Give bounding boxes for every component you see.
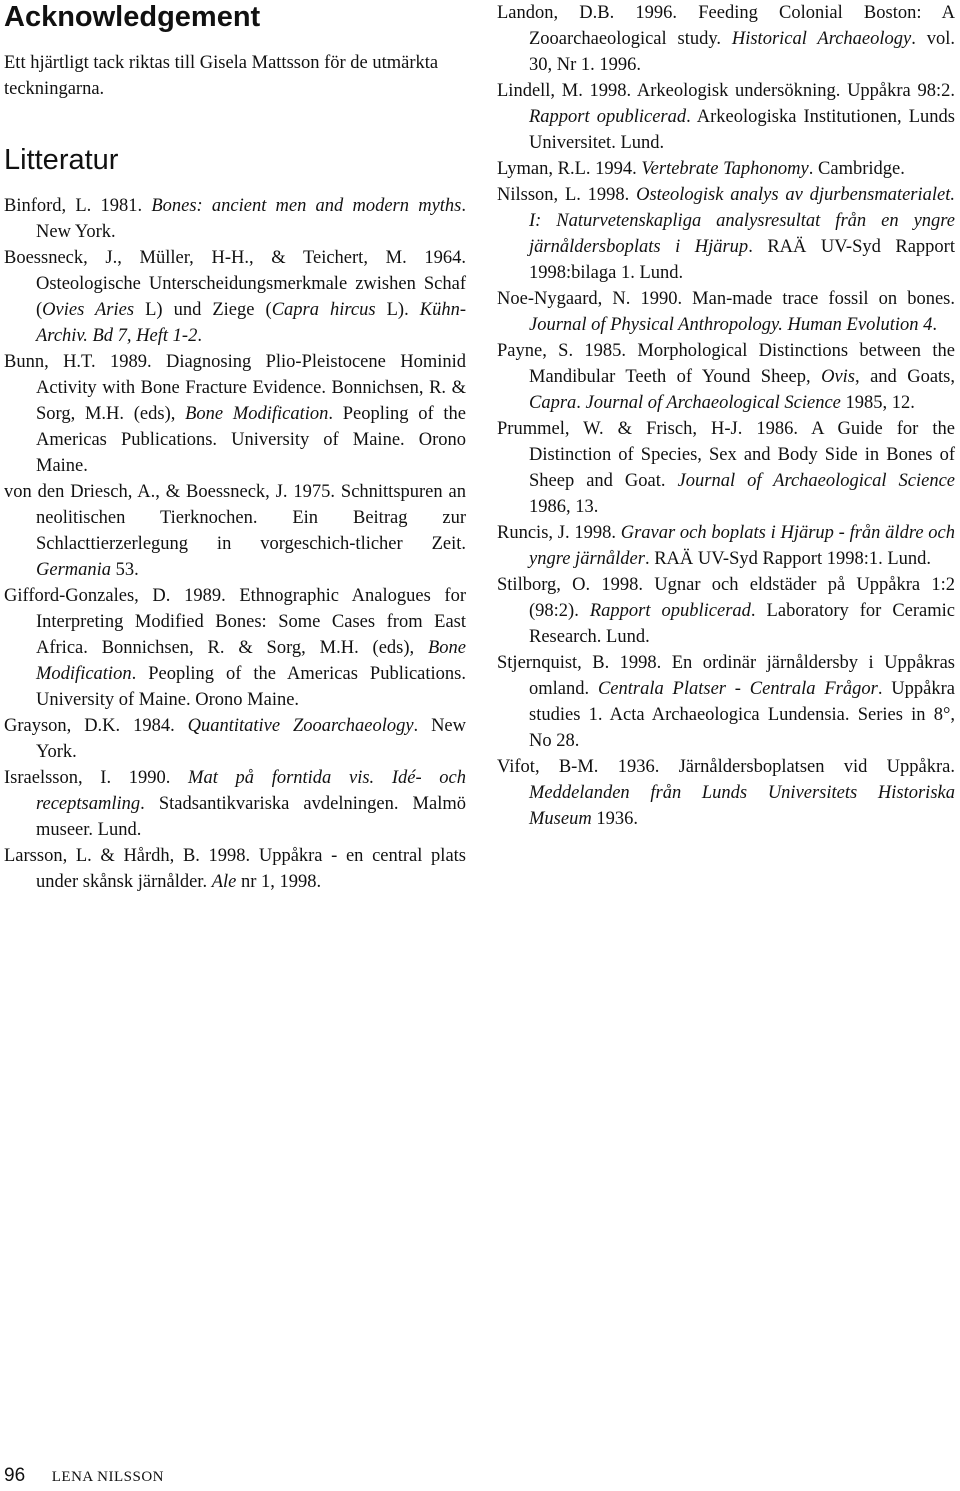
- reference-text: Stjernquist, B. 1998. En ordinär järnåldersby i Uppåkras omland.: [497, 653, 955, 699]
- reference-text: Bunn, H.T. 1989. Diagnosing Plio-Pleistocene Hominid Activity with Bone Fracture Evidence. Bonnichsen, R. & Sorg, M.H. (eds),: [4, 352, 466, 424]
- reference-text: .: [197, 326, 202, 346]
- reference-text: L) und Ziege (: [134, 300, 272, 320]
- reference-text: . RAÄ UV-Syd Rapport 1998:bilaga 1. Lund.: [529, 237, 955, 283]
- reference-title: Journal of Archaeological Science: [677, 471, 955, 491]
- reference-text: Grayson, D.K. 1984.: [4, 716, 188, 736]
- reference-title: Mat på forntida vis. Idé- och receptsamling: [36, 768, 466, 814]
- reference-title: Kühn-Archiv. Bd 7, Heft 1-2: [36, 300, 466, 346]
- reference-title: Rapport opublicerad: [529, 107, 687, 127]
- reference-title: Meddelanden från Lunds Universitets Historiska Museum: [529, 783, 955, 829]
- reference-title: Centrala Platser - Centrala Frågor: [597, 679, 878, 699]
- reference-text: . Cambridge.: [808, 159, 905, 179]
- reference-entry: [4, 245, 466, 349]
- reference-text: Gifford-Gonzales, D. 1989. Ethnographic Analogues for Interpreting Modified Bones: Some Cases from East Africa. Bonnichsen, R. & Sorg, M.H. (eds),: [4, 586, 466, 658]
- reference-text: . vol. 30, Nr 1. 1996.: [529, 29, 955, 75]
- reference-text: Noe-Nygaard, N. 1990. Man-made trace fossil on bones.: [497, 289, 955, 309]
- reference-title: Bone Modification: [185, 404, 329, 424]
- reference-title: Historical Archaeology: [731, 29, 912, 49]
- reference-text: nr 1, 1998.: [236, 872, 322, 892]
- reference-text: 53.: [111, 560, 139, 580]
- reference-entry: [497, 572, 955, 650]
- reference-text: Binford, L. 1981.: [4, 196, 152, 216]
- reference-entry: [497, 754, 955, 832]
- reference-text: Nilsson, L. 1998.: [497, 185, 637, 205]
- reference-text: . Stadsantikvariska avdelningen. Malmö museer. Lund.: [36, 794, 466, 840]
- reference-entry: [4, 349, 466, 479]
- reference-text: von den Driesch, A., & Boessneck, J. 1975. Schnittspuren an neolitischen Tierknochen. Ein Beitrag zur Schlacttierzerlegung in vorgeschich-tlicher Zeit.: [4, 482, 466, 554]
- reference-entry: [497, 416, 955, 520]
- reference-text: . Arkeologiska Institutionen, Lunds Universitet. Lund.: [529, 107, 955, 153]
- reference-text: , and Goats,: [855, 367, 956, 387]
- reference-title: Ale: [211, 872, 237, 892]
- reference-text: . Uppåkra studies 1. Acta Archaeologica Lundensia. Series in 8°, No 28.: [529, 679, 955, 751]
- reference-title: Rapport opublicerad: [589, 601, 751, 621]
- reference-entry: [4, 193, 466, 245]
- reference-text: . Peopling of the Americas Publications. University of Maine. Orono Maine.: [36, 404, 466, 476]
- reference-text: .: [576, 393, 586, 413]
- reference-entry: [4, 479, 466, 583]
- reference-entry: [4, 765, 466, 843]
- literature-heading: Litteratur: [4, 144, 119, 176]
- reference-text: Prummel, W. & Frisch, H-J. 1986. A Guide for the Distinction of Species, Sex and Body Side in Bones of Sheep and Goat.: [497, 419, 955, 491]
- reference-title: Journal of Physical Anthropology. Human Evolution 4: [529, 315, 933, 335]
- reference-text: . New York.: [36, 196, 466, 242]
- reference-text: Landon, D.B. 1996. Feeding Colonial Boston: A Zooarchaeological study.: [497, 3, 955, 49]
- reference-list-right: [497, 0, 955, 832]
- reference-list-left: [4, 193, 466, 895]
- running-author: LENA NILSSON: [51, 1469, 165, 1485]
- acknowledgement-text: Ett hjärtligt tack riktas till Gisela Mattsson för de utmärkta teckningarna.: [4, 53, 439, 99]
- reference-text: Boessneck, J., Müller, H-H., & Teichert, M. 1964. Osteologische Unterscheidungsmerkmale zwishen Schaf (: [4, 248, 466, 320]
- reference-title: Ovis: [821, 367, 855, 387]
- page-footer: [4, 1465, 164, 1487]
- reference-text: Larsson, L. & Hårdh, B. 1998. Uppåkra - en central plats under skånsk järnålder.: [4, 846, 466, 892]
- reference-title: Osteologisk analys av djurbensmaterialet. I: Naturvetenskapliga analysresultat från en yngre järnåldersboplats i Hjärup: [529, 185, 955, 257]
- reference-text: Lyman, R.L. 1994.: [497, 159, 642, 179]
- reference-title: Vertebrate Taphonomy: [641, 159, 809, 179]
- reference-entry: [497, 156, 955, 182]
- reference-text: Payne, S. 1985. Morphological Distinctions between the Mandibular Teeth of Yound Sheep,: [497, 341, 955, 387]
- reference-text: Lindell, M. 1998. Arkeologisk undersökning. Uppåkra 98:2.: [497, 81, 955, 101]
- reference-entry: [497, 182, 955, 286]
- reference-entry: [4, 843, 466, 895]
- reference-text: L).: [375, 300, 420, 320]
- right-column: [497, 0, 955, 832]
- reference-title: Bone Modification: [36, 638, 466, 684]
- reference-text: . Laboratory for Ceramic Research. Lund.: [529, 601, 956, 647]
- left-column: [4, 0, 466, 895]
- reference-text: . Peopling of the Americas Publications. University of Maine. Orono Maine.: [36, 664, 466, 710]
- reference-entry: [497, 286, 955, 338]
- reference-text: Stilborg, O. 1998. Ugnar och eldstäder på Uppåkra 1:2 (98:2).: [497, 575, 955, 621]
- reference-text: .: [932, 315, 937, 335]
- reference-entry: [4, 713, 466, 765]
- reference-entry: [497, 338, 955, 416]
- reference-title: Capra hircus: [271, 300, 376, 320]
- reference-text: 1936.: [591, 809, 638, 829]
- reference-entry: [497, 520, 955, 572]
- reference-entry: [4, 583, 466, 713]
- reference-entry: [497, 0, 955, 78]
- reference-title: Quantitative Zooarchaeology: [187, 716, 414, 736]
- reference-text: . New York.: [36, 716, 466, 762]
- reference-title: Capra: [529, 393, 577, 413]
- reference-entry: [497, 650, 955, 754]
- reference-entry: [497, 78, 955, 156]
- acknowledgement-heading: Acknowledgement: [4, 1, 261, 33]
- page-number: 96: [4, 1465, 26, 1486]
- reference-title: Journal of Archaeological Science: [585, 393, 841, 413]
- reference-text: Runcis, J. 1998.: [497, 523, 621, 543]
- reference-title: Germania: [36, 560, 112, 580]
- reference-text: Vifot, B-M. 1936. Järnåldersboplatsen vid Uppåkra.: [497, 757, 955, 777]
- reference-title: Bones: ancient men and modern myths: [151, 196, 462, 216]
- reference-title: Ovies Aries: [42, 300, 135, 320]
- reference-title: Gravar och boplats i Hjärup - från äldre och yngre järnålder: [529, 523, 955, 569]
- reference-text: Israelsson, I. 1990.: [4, 768, 189, 788]
- reference-text: . RAÄ UV-Syd Rapport 1998:1. Lund.: [644, 549, 932, 569]
- reference-text: 1986, 13.: [529, 497, 599, 517]
- reference-text: 1985, 12.: [840, 393, 915, 413]
